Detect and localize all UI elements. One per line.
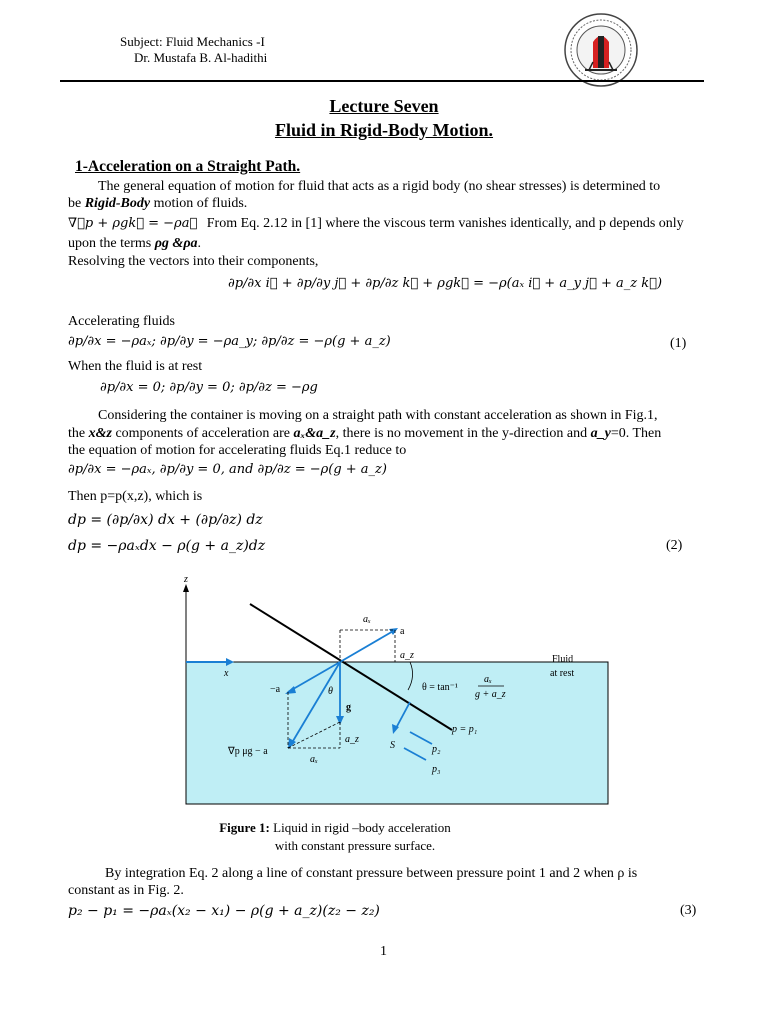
az-right-label: a_z <box>400 650 414 661</box>
g-label: g <box>346 702 351 713</box>
at-rest-label: at rest <box>550 668 575 679</box>
paragraph-2: upon the terms ρg &ρa. <box>68 236 202 251</box>
paragraph-5: the equation of motion for accelerating fluids Eq.1 reduce to <box>68 443 407 458</box>
acceleration-vector <box>340 630 395 662</box>
page-number: 1 <box>380 944 387 959</box>
lecture-subtitle: Fluid in Rigid-Body Motion. <box>274 120 494 140</box>
p-eq-p1-label: p = p₁ <box>452 724 478 735</box>
gradp-label: ∇p μg − a <box>228 746 268 757</box>
rigid-body-term: Rigid-Body <box>84 196 151 211</box>
equation-main-line <box>68 216 708 232</box>
header-author: Dr. Mustafa B. Al-hadithi <box>134 50 268 65</box>
equation-main: ∇⃗p + ρgk⃗ = −ρa⃗ <box>68 216 198 231</box>
p2-label: p₂ <box>432 744 441 755</box>
equation-3-number: (3) <box>680 903 697 918</box>
equation-2-number: (2) <box>666 538 683 553</box>
p3-label: p₃ <box>432 764 441 775</box>
header-subject: Subject: Fluid Mechanics -I <box>120 34 265 49</box>
equation-3: p₂ − p₁ = −ρaₓ(x₂ − x₁) − ρ(g + a_z)(z₂ − z₂) <box>68 903 380 919</box>
theta-frac-num: aₓ <box>484 674 492 685</box>
figure-caption-line1: Figure 1: Liquid in rigid –body acceleration <box>219 820 451 835</box>
equation-rest: ∂p/∂x = 0; ∂p/∂y = 0; ∂p/∂z = −ρg <box>100 380 318 395</box>
x-label: x <box>224 668 229 679</box>
resolve-text: Resolving the vectors into their components, <box>68 254 319 269</box>
section-number: 1- <box>75 158 88 175</box>
accelerating-label: Accelerating fluids <box>68 314 175 329</box>
ax-bottom-label: aₓ <box>310 754 318 765</box>
section-heading <box>75 158 300 176</box>
fluid-label: Fluid <box>552 654 574 665</box>
figure-caption-line2: with constant pressure surface. <box>274 838 436 853</box>
paragraph-7: constant as in Fig. 2. <box>68 883 184 898</box>
university-logo <box>563 12 639 88</box>
equation-reduced: ∂p/∂x = −ρaₓ, ∂p/∂y = 0, and ∂p/∂z = −ρ(g + a_z) <box>68 462 387 477</box>
equation-dp1: dp = (∂p/∂x) dx + (∂p/∂z) dz <box>68 512 263 528</box>
equation-dp2: dp = −ρaₓdx − ρ(g + a_z)dz <box>68 538 266 554</box>
section-title: Acceleration on a Straight Path. <box>87 158 301 175</box>
paragraph-4: the x&z components of acceleration are aₓ&a_z, there is no movement in the y-direction and a_y=0. Then <box>68 426 662 441</box>
equation-components: ∂p/∂x i⃗ + ∂p/∂y j⃗ + ∂p/∂z k⃗ + ρgk⃗ = −ρ(aₓ i⃗ + a_y j⃗ + a_z k⃗) <box>228 276 663 291</box>
theta-frac-den: g + a_z <box>475 689 506 700</box>
rest-label: When the fluid is at rest <box>68 359 203 374</box>
figure-1 <box>170 572 610 812</box>
z-label: z <box>184 574 188 585</box>
header-rule <box>60 80 704 82</box>
paragraph-1b: be Rigid-Body motion of fluids. <box>68 196 248 211</box>
equation-1-number: (1) <box>670 336 687 351</box>
a-label: a <box>400 626 405 637</box>
s-label: S <box>390 740 395 751</box>
theta-equation-label: θ = tan⁻¹ <box>422 682 458 693</box>
theta-left-label: θ <box>328 686 333 697</box>
paragraph-6: By integration Eq. 2 along a line of constant pressure between pressure point 1 and 2 when ρ is <box>105 866 638 881</box>
paragraph-1a: The general equation of motion for fluid that acts as a rigid body (no shear stresses) is determined to <box>98 179 661 194</box>
neg-a-label: −a <box>270 684 281 695</box>
paragraph-3: Considering the container is moving on a straight path with constant acceleration as shown in Fig.1, <box>98 408 658 423</box>
then-text: Then p=p(x,z), which is <box>68 489 203 504</box>
az-left-label: a_z <box>345 734 359 745</box>
equation-main-note: From Eq. 2.12 in [1] where the viscous term vanishes identically, and p depends only <box>206 216 684 231</box>
equation-1: ∂p/∂x = −ρaₓ; ∂p/∂y = −ρa_y; ∂p/∂z = −ρ(g + a_z) <box>68 334 391 349</box>
fluid-region <box>186 662 608 804</box>
lecture-title: Lecture Seven <box>329 96 439 116</box>
figure-1-diagram <box>170 572 610 812</box>
ax-top-label: aₓ <box>363 614 371 625</box>
